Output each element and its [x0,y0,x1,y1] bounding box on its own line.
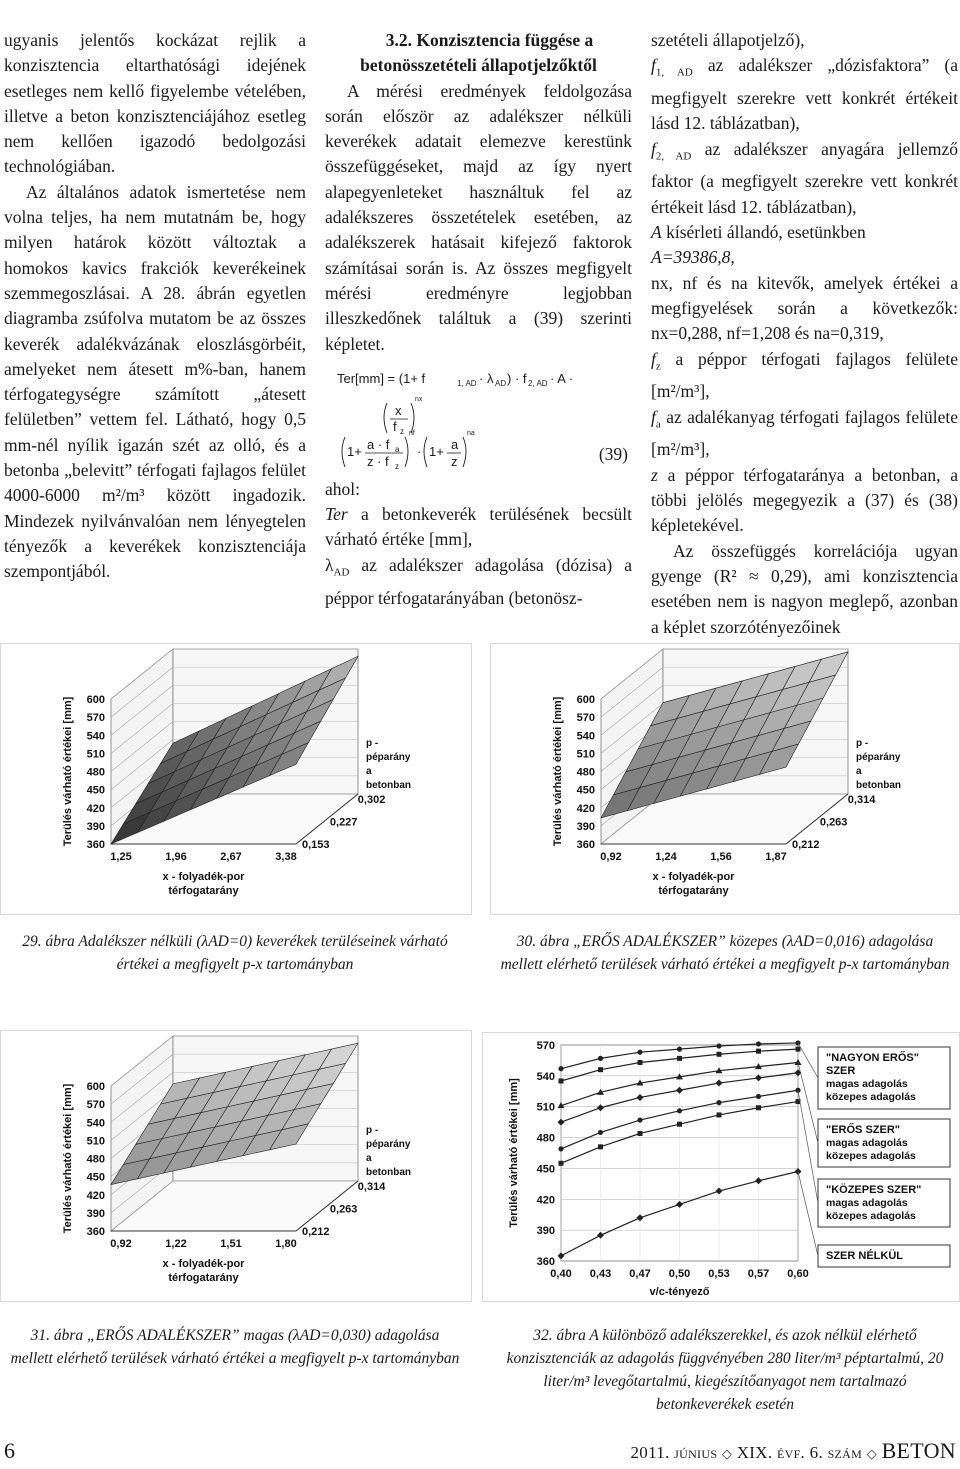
p-tick-label: 0,212 [302,1226,330,1238]
y-tick-label: 420 [536,1194,555,1207]
y-tick-label: 510 [536,1101,555,1114]
y-tick-label: 420 [86,802,105,815]
x-tick-label: 1,56 [710,851,732,863]
data-point [637,1117,642,1122]
frac1-num: x [395,402,402,418]
y-tick-label: 480 [576,766,595,779]
data-point [637,1050,642,1055]
data-point [638,1060,643,1065]
def-ter [325,502,632,553]
def-lambda [325,553,632,611]
section-title: Konzisztencia függése a betonösszetételi állapotjelzőktől [360,30,597,76]
figure-31-caption: 31. ábra „ERŐS ADALÉKSZER” magas (λAD=0,030) adagolása mellett elérhető terülések várható értékei a megfigyelt p-x tartományban [10,1327,460,1367]
x-tick-label: 2,67 [220,851,242,863]
def-fz [651,347,958,405]
data-point [638,1131,643,1136]
y-tick-label: 420 [86,1189,105,1202]
f2-num-sub: a [395,444,400,454]
data-point [756,1094,761,1099]
p-tick-label: 0,314 [357,1181,386,1193]
f3-num: a [451,436,459,452]
data-point [598,1144,603,1149]
y-tick-label: 570 [86,712,105,725]
page-number: 6 [4,1438,15,1463]
legend-title: "ERŐS SZER" [826,1124,900,1136]
x-tick-label: 1,96 [165,851,187,863]
formula-rest: ) · f [507,370,527,386]
def-lambda-term: λ [325,554,334,575]
figure-30 [490,643,960,915]
footer-issue-num: 6. [809,1443,824,1462]
data-point [677,1056,682,1061]
formula-graphic [325,363,632,475]
col3-paragraph-last: Az összefüggés korrelációja ugyan gyenge (R² ≈ 0,29), ami konzisztencia esetében nem is nagyon meglepő, azonban a képlet szorzótényezőinek [651,540,958,637]
section-heading [325,28,632,79]
svg-text:·: · [417,443,422,459]
y-tick-label: 510 [86,748,105,761]
p-axis-label: péparány [856,752,901,763]
def-f1-sub: 1, AD [655,66,693,79]
data-point [756,1105,761,1110]
footer-brand: BETON [881,1438,956,1463]
y-tick-label: 360 [576,839,595,851]
ahol-label: ahol: [325,478,360,499]
y-tick-label: 540 [536,1070,555,1083]
x-tick-label: 1,22 [165,1238,187,1250]
frac1-den-sub: z [400,426,404,436]
def-f2-sub: 2, AD [655,150,692,163]
x-axis-label: x - folyadék-por [162,871,245,883]
legend-title: SZER NÉLKÜL [826,1250,903,1262]
col2-paragraph-1: A mérési eredmények feldolgozása során először az adalékszer nélküli keverékek adatait elemezve kerestünk összefüggéseket, majd az így nyert alapegyenleteket használtuk fel az adalékszeres összetételek esetében, az adalékszerek hatásait kifejező faktorok számításai során is. Az összes megfigyelt mérési eredményre legjobban illeszkedőnek találtuk a (39) szerinti képletet. [325,80,632,354]
footer-vol: XIX. [736,1443,773,1462]
frac1-den: f [393,418,397,434]
y-tick-label: 570 [536,1040,555,1052]
y-tick-label: 540 [86,730,105,743]
x-tick-label: 0,40 [550,1268,572,1280]
y-tick-label: 480 [86,766,105,779]
one-plus-2: 1+ [429,443,444,459]
legend-entry: magas adagolás [826,1197,908,1209]
p-axis-label: a [366,1153,372,1164]
def-f2 [651,137,958,220]
y-tick-label: 360 [86,839,105,851]
col1-paragraph-2: Az általános adatok ismertetése nem volna teljes, ha nem mutatnám be, hogy milyen határok között változtak a homokos kavics frakciók keverékeinek szemmegoszlásai. A 28. ábrán egyetlen diagramba zsúfolva mutatom be az összes keverék adalékvázának eloszlásgörbéit, amelyeket nem átesett m%-ban, hanem térfogategységre számított „átesett felületben” vettem fel. Látható, hogy 0,5 mm-nél nyílik igazán szét az olló, és a betonba „belevitt” térfogati fajlagos felület 4000-6000 m²/m³ között ingadozik. Mindezek nyilvánvalóan nem lényegtelen tényezők a keverékek konzisztenciája szempontjából. [4,181,306,582]
section-number: 3.2. [385,30,412,50]
y-tick-label: 570 [86,1099,105,1112]
exp-f: nf [409,429,415,437]
equation-number: (39) [598,443,628,464]
p-axis-label: p - [366,1125,379,1136]
x-tick-label: 0,50 [668,1268,691,1280]
y-tick-label: 450 [86,784,105,797]
x-tick-label: 0,53 [708,1268,730,1280]
data-point [558,1146,563,1151]
y-tick-label: 360 [536,1256,555,1268]
y-tick-label: 390 [86,1207,105,1220]
p-axis-label: betonban [856,780,901,791]
legend-title: "KÖZEPES SZER" [826,1184,922,1196]
figure-31-plot [1,1031,471,1301]
def-fa [651,405,958,463]
data-point [559,1161,564,1166]
formula-mid: · λ [479,370,494,386]
data-point [716,1100,721,1105]
formula-sub2: AD [495,378,507,388]
y-tick-label: 480 [536,1132,555,1145]
def-fz-sub: z [655,360,661,373]
data-point [756,1049,761,1054]
p-tick-label: 0,314 [847,794,876,806]
y-tick-label: 360 [86,1226,105,1238]
f2-den: z · f [367,453,389,469]
figure-29-plot [1,644,471,914]
x-tick-label: 1,80 [275,1238,297,1250]
legend-entry: közepes adagolás [826,1091,916,1103]
diamond-icon: ◇ [721,1446,733,1461]
p-axis-label: a [366,766,372,777]
def-fa-term: f [651,406,656,427]
y-tick-label: 420 [576,802,595,815]
data-point [677,1047,682,1052]
legend-entry: közepes adagolás [826,1210,916,1222]
data-point [717,1052,722,1057]
x-axis-label: térfogatarány [168,1272,239,1284]
y-tick-label: 570 [576,712,595,725]
legend-title: "NAGYON ERŐS" [826,1052,919,1064]
y-tick-label: 390 [576,820,595,833]
footer-evf: évf. [776,1443,806,1462]
legend-leader [798,1090,818,1203]
def-ter-term: Ter [325,504,348,525]
exp-x: nx [415,395,423,403]
figure-29 [0,643,472,915]
formula-39 [325,363,632,475]
x-tick-label: 0,92 [110,1238,132,1250]
x-tick-label: 1,25 [110,851,132,863]
def-A-text: kísérleti állandó, esetünkben [661,222,866,243]
x-tick-label: 0,57 [747,1268,770,1280]
def-fz-text: a péppor térfogati fajlagos felülete [m²/m³], [651,348,958,402]
col3-line-0: szetételi állapotjelző), [651,30,805,50]
footer-issue [630,1438,956,1464]
figure-29-caption: 29. ábra Adalékszer nélküli (λAD=0) keverékek terüléseinek várható értékei a megfigyelt p-x tartományban [22,933,448,973]
def-fz-term: f [651,348,656,369]
legend-entry: magas adagolás [826,1137,908,1149]
p-axis-label: p - [366,738,379,749]
y-tick-label: 390 [536,1225,555,1238]
p-tick-label: 0,212 [792,839,820,851]
y-tick-label: 450 [86,1171,105,1184]
y-axis-label: Terülés várható értékei [mm] [62,696,74,847]
x-tick-label: 0,92 [600,851,622,863]
data-point [677,1122,682,1127]
def-fa-text: az adalékanyag térfogati fajlagos felülete [m²/m³], [651,406,958,460]
formula-sub3: 2, AD [528,378,548,388]
def-ter-text: a betonkeverék terülésének becsült várható értéke [mm], [325,504,632,550]
data-point [717,1112,722,1117]
p-axis-label: betonban [366,1167,411,1178]
f2-den-sub: z [395,461,399,471]
def-A [651,220,958,245]
def-f1-term: f [651,55,656,76]
column-1 [4,28,306,585]
column-2 [325,28,632,611]
p-axis-label: a [856,766,862,777]
legend-entry: magas adagolás [826,1078,908,1090]
def-lambda-text: az adalékszer adagolása (dózisa) a péppor térfogatarányában (betonösz- [325,554,632,608]
p-tick-label: 0,263 [329,1203,358,1216]
legend-title: SZER [826,1065,856,1077]
footer-year: 2011. [630,1443,670,1462]
data-point [716,1043,721,1048]
diamond-icon: ◇ [866,1446,877,1461]
formula-sub1: 1, AD [457,378,477,388]
y-tick-label: 480 [86,1153,105,1166]
y-tick-label: 600 [86,694,105,706]
figure-32 [482,1032,960,1302]
y-tick-label: 390 [86,820,105,833]
legend-leader [798,1062,818,1143]
data-point [598,1056,603,1061]
figure-32-chart [483,1033,959,1301]
def-fa-sub: a [655,418,661,431]
p-tick-label: 0,263 [819,816,848,829]
footer-szam: szám [827,1443,863,1462]
y-tick-label: 510 [576,748,595,761]
def-z [651,463,958,539]
data-point [796,1047,801,1052]
column-3 [651,28,958,640]
data-point [559,1079,564,1084]
y-axis-label: Terülés várható értékei [mm] [508,1078,520,1228]
y-tick-label: 540 [86,1117,105,1130]
x-tick-label: 0,43 [589,1268,612,1280]
p-tick-label: 0,227 [329,816,358,829]
formula-lhs: Ter[mm] = (1+ f [337,370,426,386]
data-point [756,1041,761,1046]
p-axis-label: péparány [366,752,411,763]
p-axis-label: péparány [366,1139,411,1150]
x-axis-label: térfogatarány [168,885,239,897]
figure-31 [0,1030,472,1302]
def-A-term: A [651,222,662,243]
data-point [677,1108,682,1113]
one-plus-1: 1+ [347,443,362,459]
data-point [558,1066,563,1071]
def-lambda-sub: AD [333,566,350,579]
p-tick-label: 0,153 [302,839,330,851]
def-f1 [651,53,958,136]
def-f2-term: f [651,138,656,159]
def-A-value: A=39386,8, [651,247,735,268]
formula-tail: · A · [550,370,574,386]
y-tick-label: 450 [536,1163,555,1176]
footer-month: június [674,1443,718,1462]
p-tick-label: 0,302 [357,794,386,806]
x-axis-label: x - folyadék-por [162,1258,245,1270]
y-tick-label: 540 [576,730,595,743]
x-tick-label: 3,38 [275,851,297,863]
data-point [598,1130,603,1135]
y-tick-label: 600 [576,694,595,706]
figure-30-caption: 30. ábra „ERŐS ADALÉKSZER” közepes (λAD=0,016) adagolása mellett elérhető terülések várható értékei a megfigyelt p-x tartományban [500,933,950,973]
exp-a: na [467,429,475,437]
x-axis-label: térfogatarány [658,885,729,897]
x-axis-label: v/c-tényező [649,1286,710,1298]
x-tick-label: 1,24 [655,851,677,863]
y-tick-label: 600 [86,1081,105,1093]
def-f2-text: az adalékszer anyagára jellemző faktor (a megfigyelt szerekre vett konkrét értékeit lásd 12. táblázatban), [651,138,958,217]
p-axis-label: betonban [366,780,411,791]
legend-entry: közepes adagolás [826,1150,916,1162]
y-tick-label: 450 [576,784,595,797]
def-exponents: nx, nf és na kitevők, amelyek értékei a megfigyelések során a következők: nx=0,288, nf=1,208 és na=0,319, [651,272,958,344]
def-z-term: z [651,464,658,485]
f2-num: a · f [367,436,390,452]
x-tick-label: 1,87 [765,851,787,863]
def-f1-text: az adalékszer „dózisfaktora” (a megfigyelt szerekre vett konkrét értékeit lásd 12. táblázatban), [651,55,958,134]
figure-30-plot [491,644,959,914]
x-axis-label: x - folyadék-por [652,871,735,883]
p-axis-label: p - [856,738,869,749]
y-axis-label: Terülés várható értékei [mm] [552,696,564,847]
x-tick-label: 1,51 [220,1238,242,1250]
y-axis-label: Terülés várható értékei [mm] [62,1083,74,1234]
x-tick-label: 0,47 [629,1268,651,1280]
def-z-text: a péppor térfogataránya a betonban, a többi jelölés megegyezik a (37) és (38) képletekével. [651,464,958,536]
y-tick-label: 510 [86,1135,105,1148]
col1-paragraph-1: ugyanis jelentős kockázat rejlik a konzisztencia eltarthatósági idejének esetleges nem kellő figyelembe vételében, illetve a beton konzisztenciájához esetleg nem kellően igazodó bedolgozási technológiában. [4,30,306,177]
figure-32-caption: 32. ábra A különböző adalékszerekkel, és azok nélkül elérhető konzisztenciák az adagolás függvényében 280 liter/m³ péptartalmú, 20 liter/m³ levegőtartalmú, kiegészítőanyagot nem tartalmazó betonkeverékek esetén [506,1327,944,1413]
data-point [598,1067,603,1072]
x-tick-label: 0,60 [787,1268,809,1280]
f3-den: z [451,453,458,469]
